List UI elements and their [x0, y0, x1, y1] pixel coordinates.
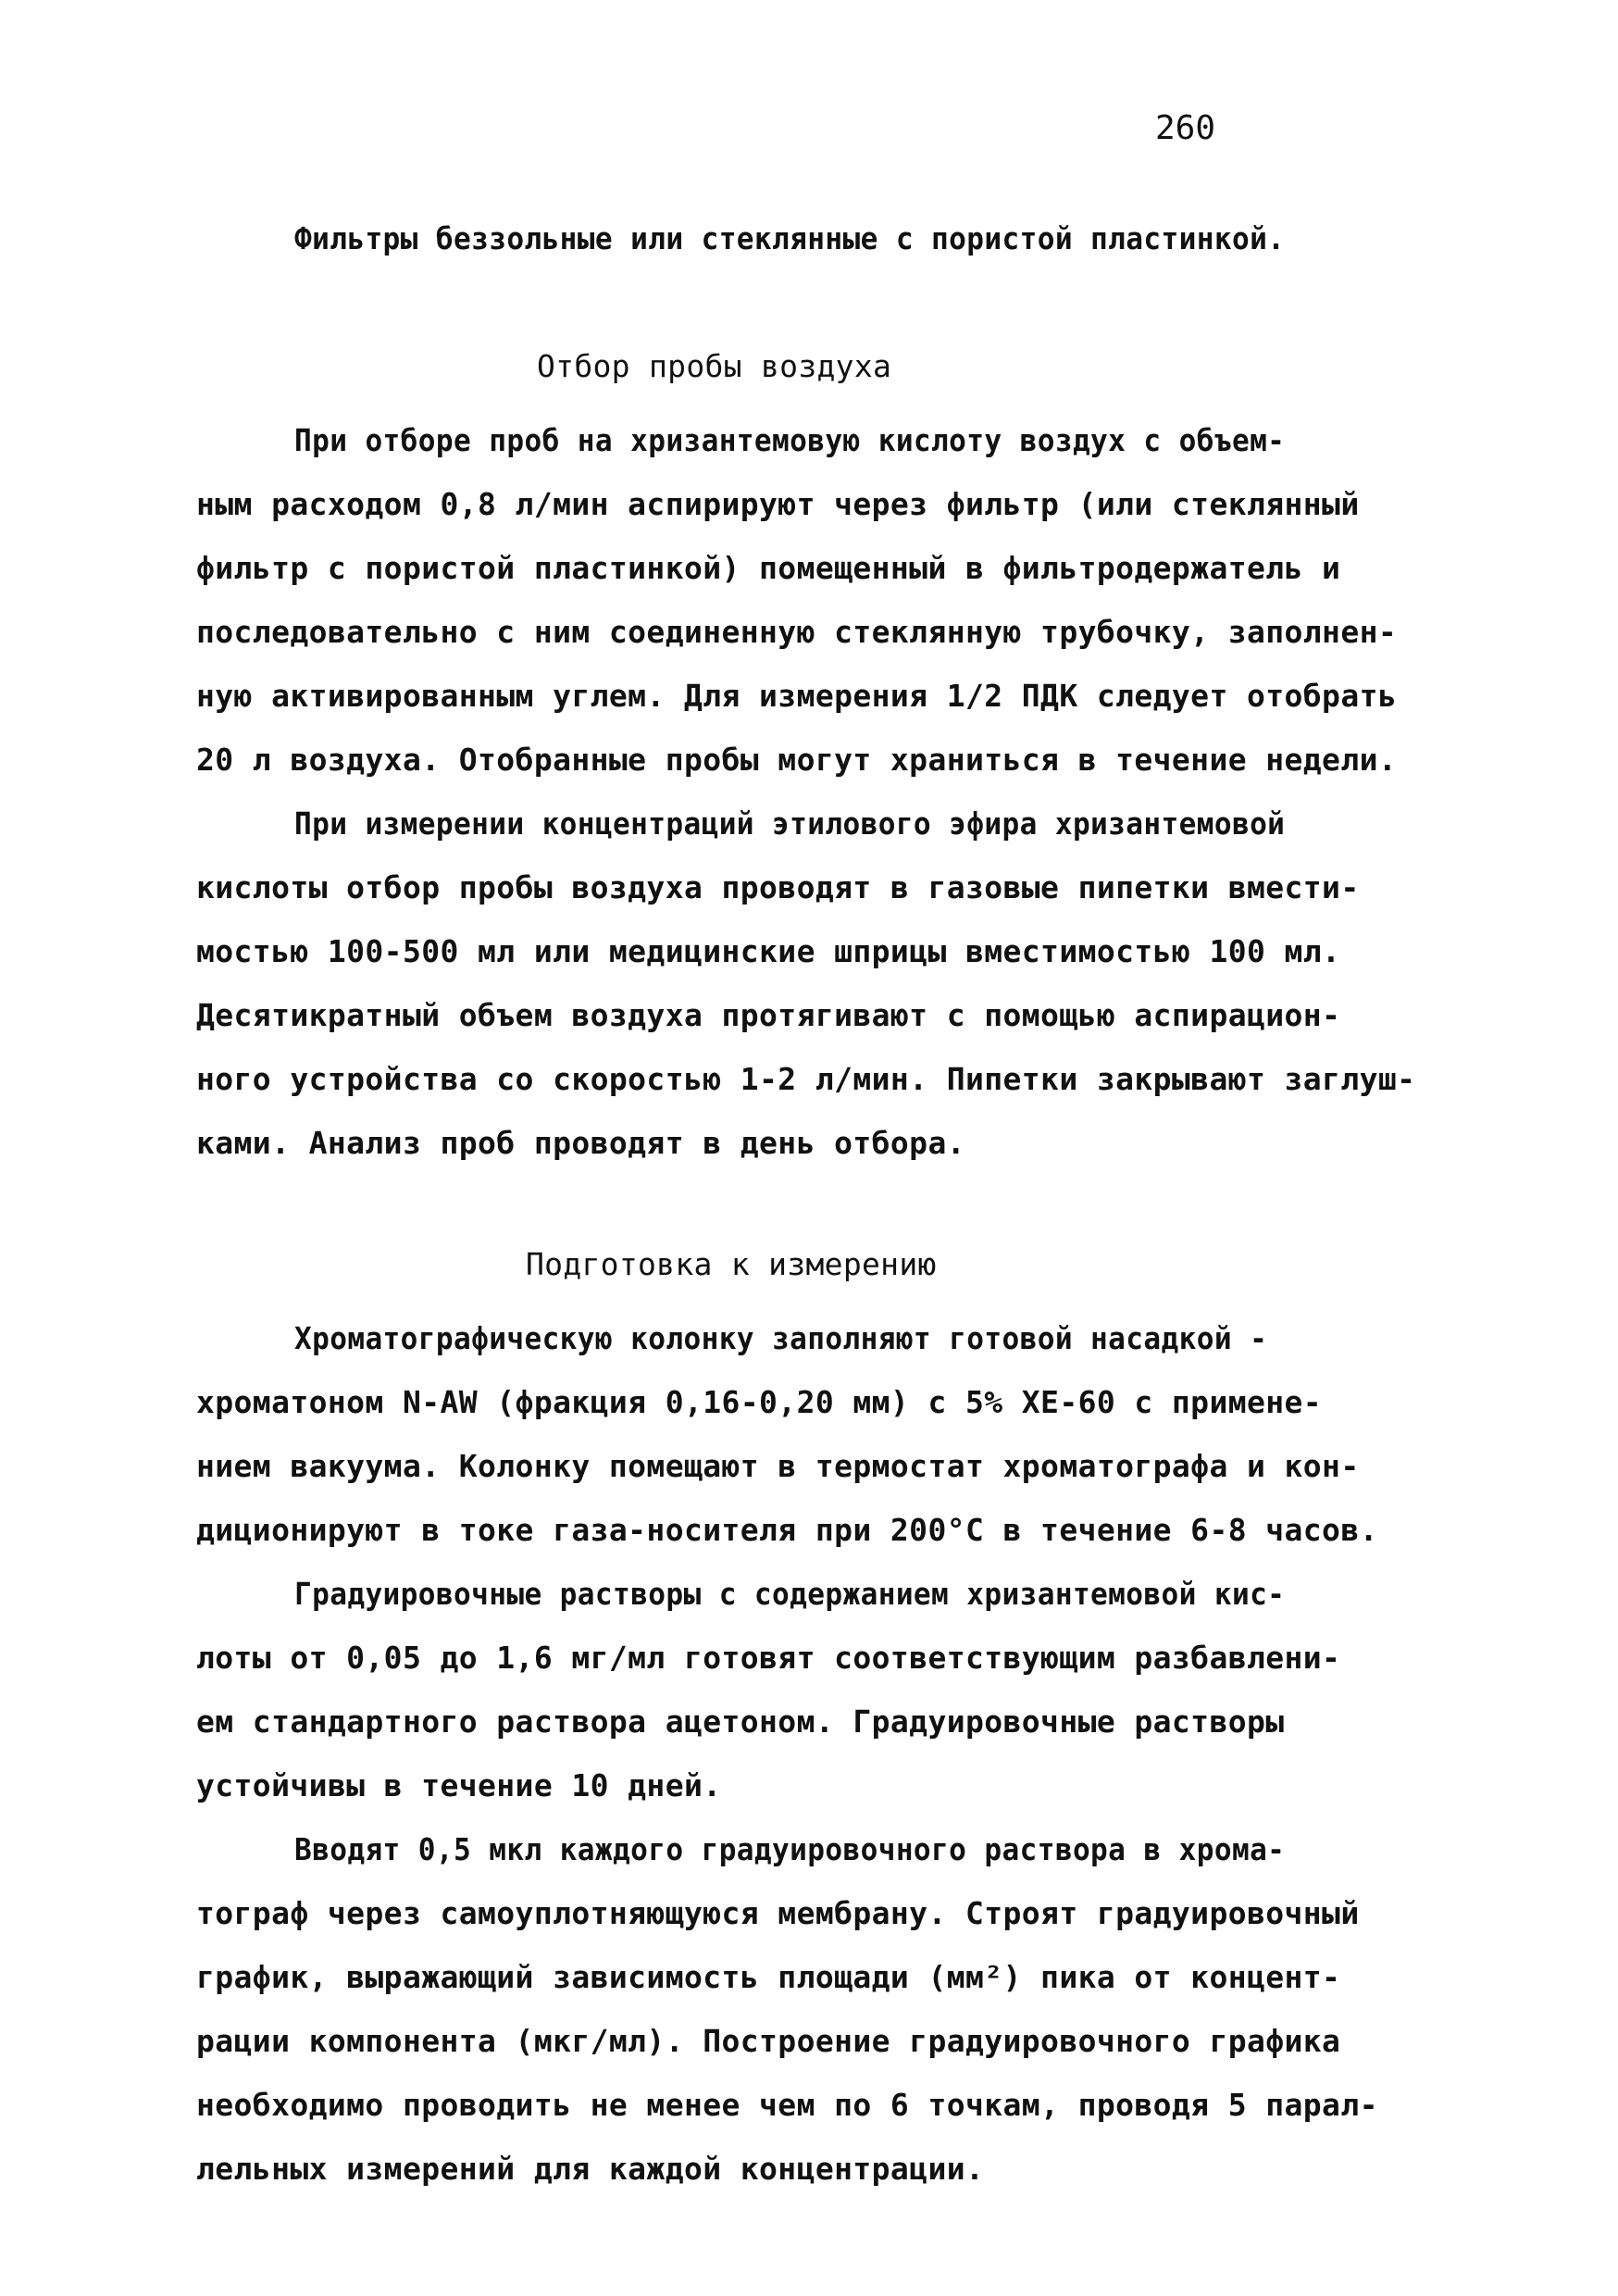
paragraph-line: рации компонента (мкг/мл). Построение градуировочного графика — [196, 2023, 1341, 2059]
paragraph-line: тограф через самоуплотняющуюся мембрану. Строят градуировочный — [196, 1895, 1360, 1931]
paragraph-line: лельных измерений для каждой концентрации. — [196, 2151, 985, 2187]
section-heading-measurement-prep: Подготовка к измерению — [526, 1246, 937, 1282]
paragraph-line: ным расходом 0,8 л/мин аспирируют через фильтр (или стеклянный — [196, 486, 1360, 522]
paragraph-line: фильтр с пористой пластинкой) помещенный в фильтродержатель и — [196, 550, 1341, 586]
paragraph-line: хроматоном N-AW (фракция 0,16-0,20 мм) с 5% XE-60 с примене- — [196, 1384, 1323, 1420]
paragraph-line: ем стандартного раствора ацетоном. Градуировочные растворы — [196, 1703, 1285, 1740]
section-heading-air-sampling: Отбор пробы воздуха — [537, 348, 892, 384]
intro-line: Фильтры беззольные или стеклянные с пористой пластинкой. — [294, 220, 1286, 256]
paragraph-line: ную активированным углем. Для измерения 1/2 ПДК следует отобрать — [196, 678, 1398, 714]
page-number: 260 — [1155, 109, 1216, 147]
paragraph-line: кислоты отбор пробы воздуха проводят в газовые пипетки вмести- — [196, 869, 1360, 905]
paragraph-line: Вводят 0,5 мкл каждого градуировочного раствора в хрома- — [294, 1831, 1286, 1867]
paragraph-line: При измерении концентраций этилового эфира хризантемовой — [294, 805, 1286, 842]
paragraph-line: ками. Анализ проб проводят в день отбора. — [196, 1125, 965, 1161]
paragraph-line: Хроматографическую колонку заполняют готовой насадкой - — [294, 1320, 1268, 1356]
paragraph-line: При отборе проб на хризантемовую кислоту воздух с объем- — [294, 422, 1286, 458]
paragraph-line: мостью 100-500 мл или медицинские шприцы вместимостью 100 мл. — [196, 933, 1341, 969]
paragraph-line: график, выражающий зависимость площади (мм²) пика от концент- — [196, 1959, 1341, 1995]
paragraph-line: 20 л воздуха. Отобранные пробы могут храниться в течение недели. — [196, 742, 1398, 778]
paragraph-line: нием вакуума. Колонку помещают в термостат хроматографа и кон- — [196, 1448, 1360, 1484]
paragraph-line: лоты от 0,05 до 1,6 мг/мл готовят соответствующим разбавлени- — [196, 1640, 1341, 1676]
paragraph-line: последовательно с ним соединенную стеклянную трубочку, заполнен- — [196, 614, 1398, 650]
paragraph-line: устойчивы в течение 10 дней. — [196, 1767, 722, 1803]
paragraph-line: ного устройства со скоростью 1-2 л/мин. Пипетки закрывают заглуш- — [196, 1061, 1416, 1097]
paragraph-line: Десятикратный объем воздуха протягивают с помощью аспирацион- — [196, 997, 1341, 1033]
paragraph-line: необходимо проводить не менее чем по 6 точкам, проводя 5 парал- — [196, 2087, 1378, 2123]
paragraph-line: диционируют в токе газа-носителя при 200°C в течение 6-8 часов. — [196, 1512, 1378, 1548]
paragraph-line: Градуировочные растворы с содержанием хризантемовой кис- — [294, 1576, 1286, 1612]
